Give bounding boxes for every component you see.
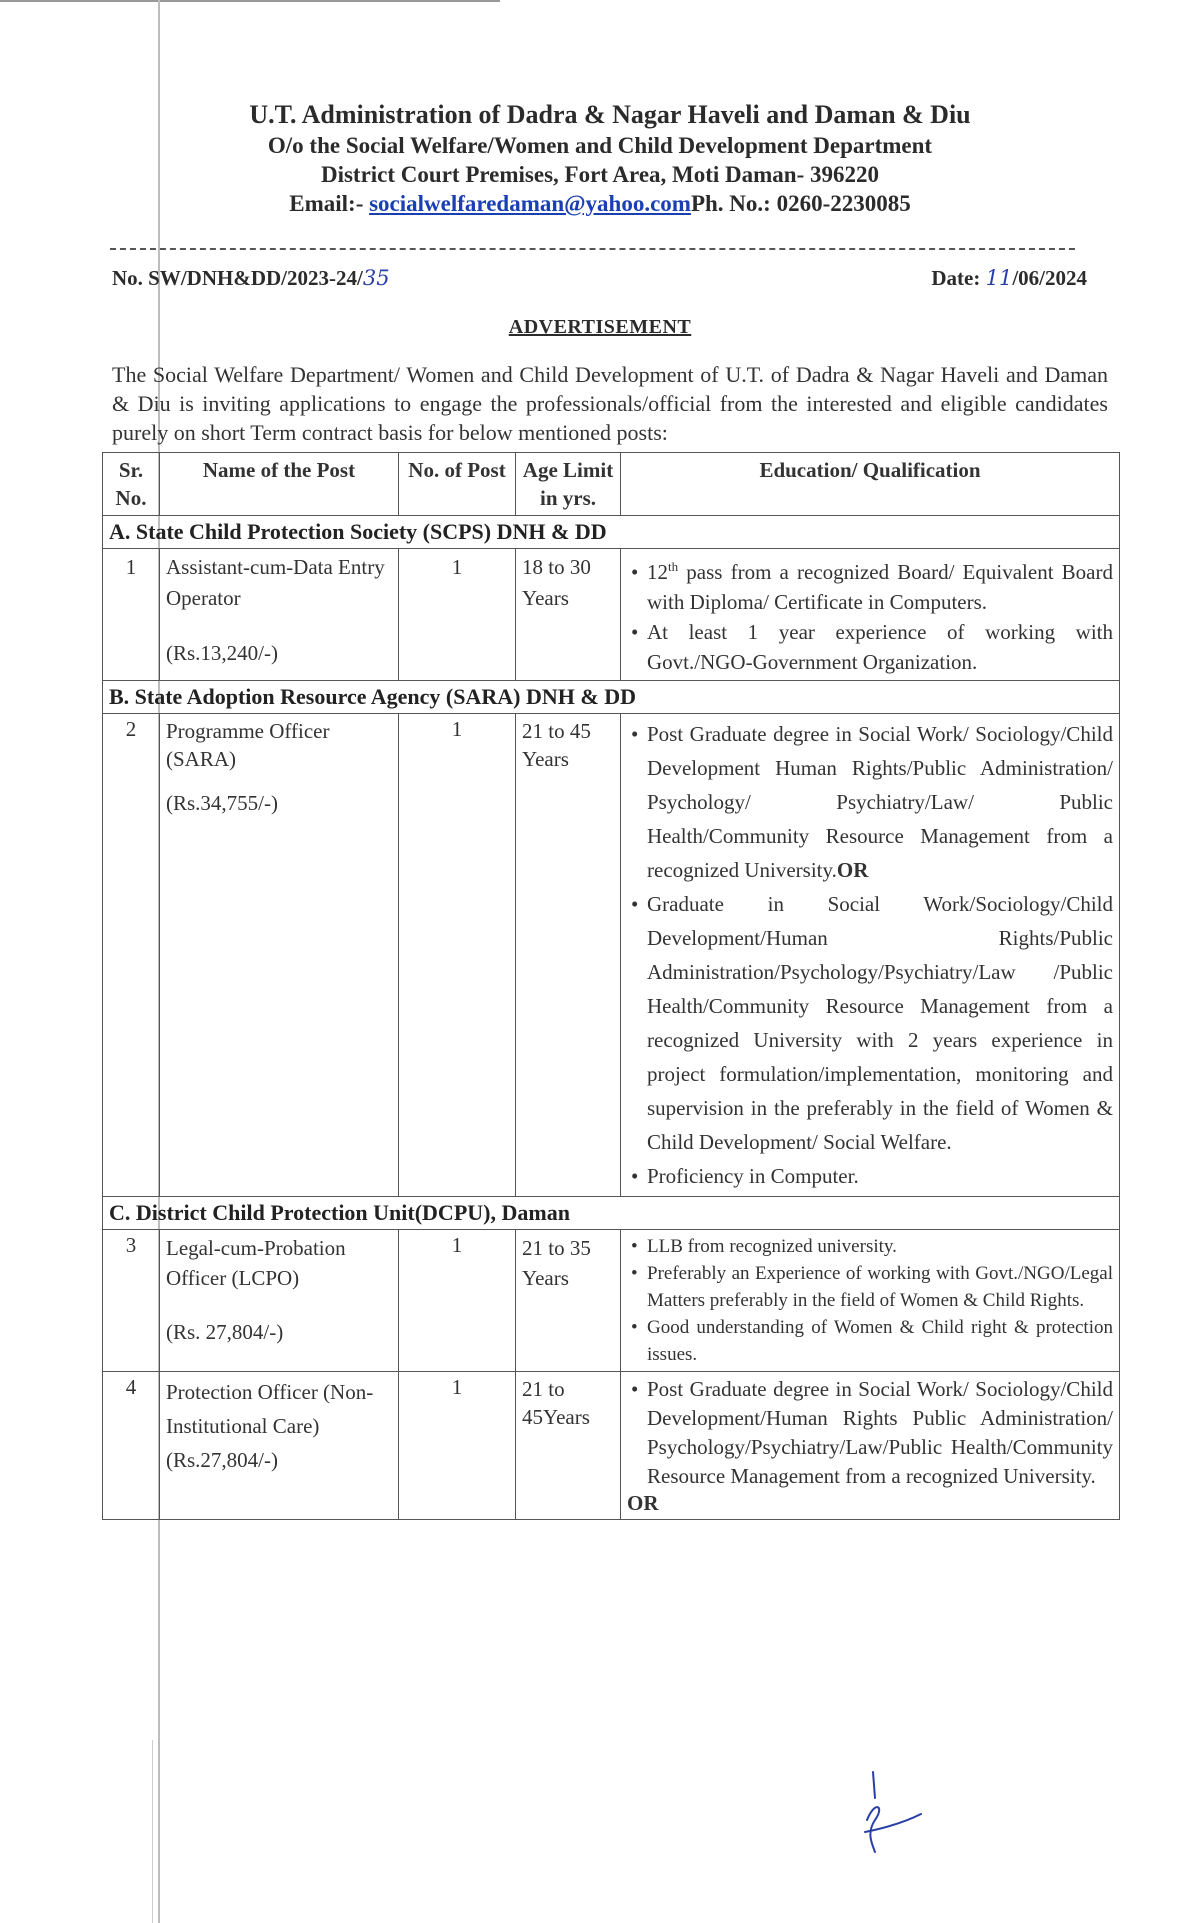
qualification-item: • Post Graduate degree in Social Work/ Sociology/Child Development/Human Rights Public Administration/ Psychology/Psychiatry/Law/Public Health/Community Resource Management from a recognized University. xyxy=(627,1375,1113,1491)
cell-sr-no: 1 xyxy=(103,549,160,681)
cell-post-count: 1 xyxy=(399,549,516,681)
cell-qualification xyxy=(621,714,1120,1197)
section-title: C. District Child Protection Unit(DCPU), Daman xyxy=(103,1197,1120,1230)
cell-post-name xyxy=(160,714,399,1197)
cell-sr-no: 3 xyxy=(103,1230,160,1372)
letterhead-contact xyxy=(0,191,1200,217)
reference-number xyxy=(112,266,390,290)
date-label: Date: xyxy=(931,266,986,290)
qualification-item: • Preferably an Experience of working with Govt./NGO/Legal Matters preferably in the field of Women & Child Rights. xyxy=(627,1260,1113,1314)
table-row xyxy=(103,549,1120,681)
header-age-limit: Age Limit in yrs. xyxy=(516,453,621,516)
date-month-year: /06/2024 xyxy=(1012,266,1087,290)
reference-number-prefix: No. SW/DNH&DD/2023-24/ xyxy=(112,266,363,290)
section-title: B. State Adoption Resource Agency (SARA) DNH & DD xyxy=(103,681,1120,714)
document-title xyxy=(0,316,1200,339)
reference-number-handwritten: 35 xyxy=(362,266,390,290)
letterhead-department: O/o the Social Welfare/Women and Child Development Department xyxy=(267,133,933,158)
letterhead-title: U.T. Administration of Dadra & Nagar Haveli and Daman & Diu xyxy=(249,100,971,129)
qualification-item xyxy=(627,717,1113,887)
cell-post-name xyxy=(160,1230,399,1372)
or-label: OR xyxy=(627,1491,659,1515)
qualification-text: Post Graduate degree in Social Work/ Sociology/Child Development Human Rights/Public Administration/ Psychology/ Psychiatry/Law/ Public Health/Community Resource Management from a recognized University. xyxy=(647,722,1113,882)
table-header-row xyxy=(103,453,1120,516)
email-label: Email:- xyxy=(289,191,370,216)
post-name: Programme Officer (SARA) xyxy=(166,719,330,771)
qualification-item: • At least 1 year experience of working with Govt./NGO-Government Organization. xyxy=(627,617,1113,677)
posts-table xyxy=(102,452,1120,1520)
cell-age-limit: 18 to 30 Years xyxy=(516,549,621,681)
table-row xyxy=(103,1372,1120,1520)
section-row-scps xyxy=(103,516,1120,549)
email-link[interactable]: socialwelfaredaman@yahoo.com xyxy=(369,191,691,216)
signature-mark xyxy=(845,1770,925,1860)
post-name: Protection Officer (Non-Institutional Care) xyxy=(166,1380,374,1438)
letterhead-address: District Court Premises, Fort Area, Moti Daman- 396220 xyxy=(320,162,880,187)
section-row-sara xyxy=(103,681,1120,714)
reference-date xyxy=(931,266,1087,291)
or-label: OR xyxy=(836,858,869,882)
table-row xyxy=(103,714,1120,1197)
qualification-item: • Graduate in Social Work/Sociology/Child Development/Human Rights/Public Administration/Psychology/Psychiatry/Law /Public Health/Community Resource Management from a recognized University with 2 years experience in project formulation/implementation, monitoring and supervision in the preferably in the field of Women & Child Development/ Social Welfare. xyxy=(627,887,1113,1159)
post-pay: (Rs.13,240/-) xyxy=(166,641,278,665)
qualification-item: • 12th pass from a recognized Board/ Equivalent Board with Diploma/ Certificate in Computers. xyxy=(627,552,1113,617)
cell-qualification xyxy=(621,549,1120,681)
cell-age-limit: 21 to 35 Years xyxy=(516,1230,621,1372)
header-sr-no: Sr. No. xyxy=(103,453,160,516)
date-day-handwritten: 11 xyxy=(985,266,1013,290)
qualification-text: pass from a recognized Board/ Equivalent Board with Diploma/ Certificate in Computers. xyxy=(647,560,1113,614)
section-title: A. State Child Protection Society (SCPS) DNH & DD xyxy=(103,516,1120,549)
intro-paragraph: The Social Welfare Department/ Women and Child Development of U.T. of Dadra & Nagar Haveli and Daman & Diu is inviting applications to engage the professionals/official from the interested and eligible candidates purely on short Term contract basis for below mentioned posts: xyxy=(112,362,1108,445)
cell-post-name xyxy=(160,549,399,681)
scan-edge-top xyxy=(0,0,500,2)
cell-sr-no: 2 xyxy=(103,714,160,1197)
post-pay: (Rs.34,755/-) xyxy=(166,791,278,815)
cell-post-count: 1 xyxy=(399,714,516,1197)
letterhead xyxy=(0,100,1200,217)
cell-age-limit: 21 to 45Years xyxy=(516,1372,621,1520)
advertisement-heading: ADVERTISEMENT xyxy=(508,316,692,338)
scan-fold-line-lower xyxy=(152,1740,153,1923)
cell-qualification xyxy=(621,1372,1120,1520)
phone-number: Ph. No.: 0260-2230085 xyxy=(690,191,911,216)
section-row-dcpu xyxy=(103,1197,1120,1230)
cell-post-count: 1 xyxy=(399,1372,516,1520)
header-post-name: Name of the Post xyxy=(160,453,399,516)
post-name: Legal-cum-Probation Officer (LCPO) xyxy=(166,1236,346,1290)
post-pay: (Rs. 27,804/-) xyxy=(166,1320,284,1344)
cell-sr-no: 4 xyxy=(103,1372,160,1520)
header-qualification: Education/ Qualification xyxy=(621,453,1120,516)
table-row xyxy=(103,1230,1120,1372)
header-divider xyxy=(110,248,1075,250)
cell-qualification xyxy=(621,1230,1120,1372)
qualification-item: • LLB from recognized university. xyxy=(627,1233,1113,1260)
cell-age-limit: 21 to 45 Years xyxy=(516,714,621,1197)
header-no-of-post: No. of Post xyxy=(399,453,516,516)
cell-post-count: 1 xyxy=(399,1230,516,1372)
post-name: Assistant-cum-Data Entry Operator xyxy=(166,555,385,610)
post-pay: (Rs.27,804/-) xyxy=(166,1448,278,1472)
qualification-item: • Good understanding of Women & Child right & protection issues. xyxy=(627,1314,1113,1368)
qualification-item: • Proficiency in Computer. xyxy=(627,1159,1113,1193)
reference-line xyxy=(112,266,1087,291)
cell-post-name xyxy=(160,1372,399,1520)
ordinal-suffix: th xyxy=(668,559,679,574)
